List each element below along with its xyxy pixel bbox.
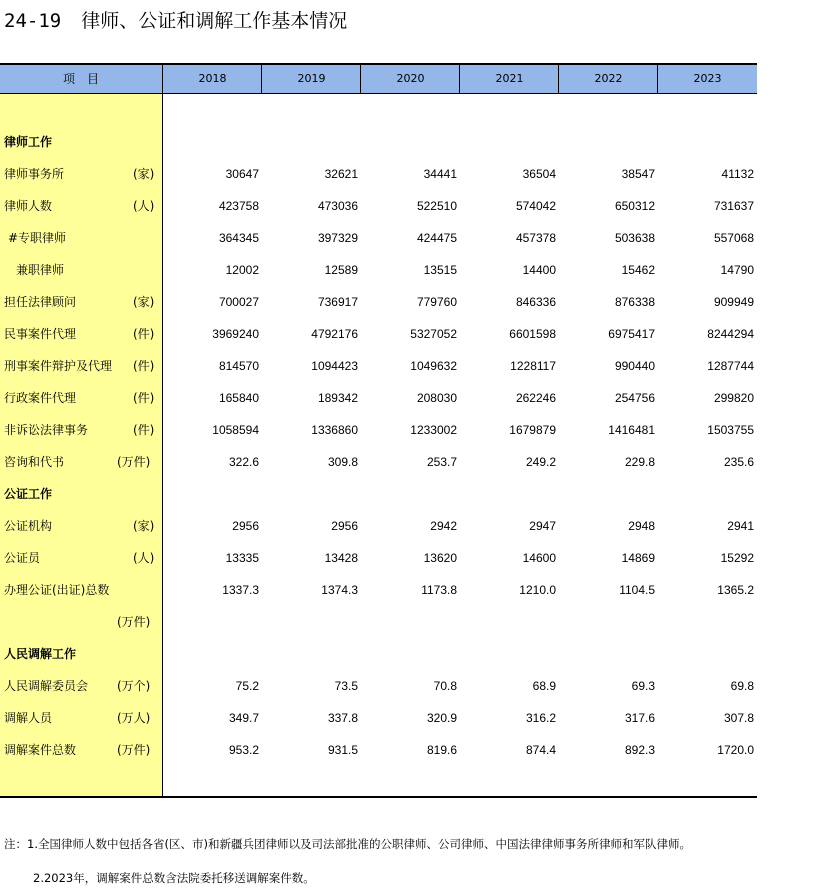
- cell-value: 337.8: [327, 711, 358, 725]
- cell-value: 503638: [614, 231, 655, 245]
- cell-value: 309.8: [327, 455, 358, 469]
- cell-value: 69.8: [730, 679, 754, 693]
- row-label: 刑事案件辩护及代理: [4, 359, 113, 373]
- row-label: 律师事务所: [4, 167, 65, 181]
- table-row: [0, 190, 757, 222]
- cell-value: 73.5: [334, 679, 358, 693]
- row-label: 公证员: [4, 551, 41, 565]
- row-unit: (件): [133, 391, 155, 405]
- cell-value: 2948: [628, 519, 655, 533]
- row-unit: (万件): [117, 615, 151, 629]
- cell-value: 814570: [218, 359, 259, 373]
- cell-value: 397329: [317, 231, 358, 245]
- table-row: [0, 670, 757, 702]
- cell-value: 1233002: [410, 423, 457, 437]
- cell-value: 15462: [621, 263, 655, 277]
- row-unit: (家): [133, 167, 155, 181]
- cell-value: 1228117: [510, 359, 556, 373]
- cell-value: 8244294: [707, 327, 754, 341]
- row-unit: (万个): [117, 679, 151, 693]
- cell-value: 316.2: [525, 711, 556, 725]
- cell-value: 1173.8: [421, 583, 457, 597]
- cell-value: 909949: [713, 295, 754, 309]
- row-unit: (万件): [117, 455, 151, 469]
- cell-value: 953.2: [228, 743, 259, 757]
- cell-value: 522510: [416, 199, 457, 213]
- cell-value: 931.5: [327, 743, 358, 757]
- cell-value: 2956: [331, 519, 358, 533]
- cell-value: 557068: [713, 231, 754, 245]
- table-row: [0, 414, 757, 446]
- cell-value: 6975417: [608, 327, 655, 341]
- cell-value: 874.4: [525, 743, 556, 757]
- cell-value: 990440: [614, 359, 655, 373]
- cell-value: 1104.5: [619, 583, 655, 597]
- table-number: 24-19: [4, 10, 62, 32]
- cell-value: 779760: [416, 295, 457, 309]
- cell-value: 36504: [522, 167, 556, 181]
- header-year: 2020: [360, 65, 460, 93]
- row-label: 行政案件代理: [4, 391, 77, 405]
- cell-value: 14400: [522, 263, 556, 277]
- row-label: 人民调解委员会: [4, 679, 89, 693]
- row-label: 民事案件代理: [4, 327, 77, 341]
- section-row: [0, 126, 757, 158]
- row-label: 咨询和代书: [4, 455, 65, 469]
- cell-value: 69.3: [631, 679, 655, 693]
- cell-value: 892.3: [624, 743, 655, 757]
- row-unit: (件): [133, 423, 155, 437]
- cell-value: 2956: [232, 519, 259, 533]
- header-year: 2019: [261, 65, 361, 93]
- header-year: 2021: [459, 65, 559, 93]
- cell-value: 736917: [317, 295, 358, 309]
- table-row: [0, 734, 757, 766]
- header-year: 2023: [657, 65, 757, 93]
- row-label: 兼职律师: [16, 263, 65, 277]
- row-unit: (件): [133, 359, 155, 373]
- row-unit: (万件): [117, 743, 151, 757]
- section-heading: 律师工作: [4, 135, 53, 149]
- cell-value: 731637: [713, 199, 754, 213]
- table-row: [0, 510, 757, 542]
- table-row: [0, 606, 757, 638]
- header-year: 2018: [162, 65, 262, 93]
- cell-value: 1094423: [311, 359, 358, 373]
- cell-value: 1416481: [608, 423, 655, 437]
- cell-value: 14869: [621, 551, 655, 565]
- cell-value: 1365.2: [717, 583, 754, 597]
- cell-value: 473036: [317, 199, 358, 213]
- row-unit: (家): [133, 519, 155, 533]
- cell-value: 2947: [529, 519, 556, 533]
- table-row: [0, 222, 757, 254]
- cell-value: 6601598: [509, 327, 556, 341]
- cell-value: 424475: [416, 231, 457, 245]
- table-title-text: 律师、公证和调解工作基本情况: [81, 10, 348, 32]
- cell-value: 457378: [515, 231, 556, 245]
- table-bottom-rule: [0, 796, 757, 798]
- cell-value: 254756: [614, 391, 655, 405]
- cell-value: 3969240: [212, 327, 259, 341]
- row-label: 办理公证(出证)总数: [4, 583, 110, 597]
- cell-value: 1287744: [707, 359, 754, 373]
- section-row: [0, 638, 757, 670]
- cell-value: 423758: [218, 199, 259, 213]
- section-row: [0, 478, 757, 510]
- cell-value: 68.9: [532, 679, 556, 693]
- cell-value: 30647: [225, 167, 259, 181]
- cell-value: 1374.3: [321, 583, 358, 597]
- cell-value: 208030: [416, 391, 457, 405]
- cell-value: 299820: [713, 391, 754, 405]
- row-unit: (万人): [117, 711, 151, 725]
- cell-value: 1720.0: [717, 743, 754, 757]
- cell-value: 322.6: [228, 455, 259, 469]
- table-row: [0, 286, 757, 318]
- cell-value: 12589: [324, 263, 358, 277]
- cell-value: 819.6: [426, 743, 457, 757]
- cell-value: 1337.3: [222, 583, 259, 597]
- cell-value: 235.6: [723, 455, 754, 469]
- row-label: 公证机构: [4, 519, 53, 533]
- section-heading: 人民调解工作: [4, 647, 77, 661]
- cell-value: 1210.0: [519, 583, 556, 597]
- table-row: [0, 254, 757, 286]
- cell-value: 846336: [515, 295, 556, 309]
- row-unit: (家): [133, 295, 155, 309]
- table-title: [4, 6, 347, 33]
- table-row: [0, 350, 757, 382]
- row-label: 担任法律顾问: [4, 295, 77, 309]
- cell-value: 13515: [423, 263, 457, 277]
- cell-value: 12002: [225, 263, 259, 277]
- cell-value: 317.6: [624, 711, 655, 725]
- cell-value: 253.7: [426, 455, 457, 469]
- section-heading: 公证工作: [4, 487, 53, 501]
- cell-value: 13620: [423, 551, 457, 565]
- cell-value: 2942: [430, 519, 457, 533]
- cell-value: 574042: [515, 199, 556, 213]
- cell-value: 14790: [720, 263, 754, 277]
- cell-value: 70.8: [433, 679, 457, 693]
- row-unit: (人): [133, 199, 155, 213]
- note-2: 2.2023年，调解案件总数含法院委托移送调解案件数。: [33, 871, 315, 885]
- cell-value: 1679879: [509, 423, 556, 437]
- cell-value: 32621: [324, 167, 358, 181]
- row-label: 律师人数: [4, 199, 53, 213]
- table-row: [0, 574, 757, 606]
- row-unit: (人): [133, 551, 155, 565]
- cell-value: 34441: [423, 167, 457, 181]
- table-row: [0, 382, 757, 414]
- cell-value: 4792176: [311, 327, 358, 341]
- table-row: [0, 542, 757, 574]
- table-row: [0, 158, 757, 190]
- cell-value: 75.2: [235, 679, 259, 693]
- row-label: 调解案件总数: [4, 743, 77, 757]
- cell-value: 650312: [614, 199, 655, 213]
- note-1: 注：1.全国律师人数中包括各省(区、市)和新疆兵团律师以及司法部批准的公职律师、公司律师、中国法律律师事务所律师和军队律师。: [4, 837, 691, 851]
- cell-value: 15292: [720, 551, 754, 565]
- table-row: [0, 446, 757, 478]
- cell-value: 320.9: [426, 711, 457, 725]
- cell-value: 38547: [621, 167, 655, 181]
- cell-value: 189342: [317, 391, 358, 405]
- cell-value: 14600: [522, 551, 556, 565]
- header-year: 2022: [558, 65, 658, 93]
- row-label: 非诉讼法律事务: [4, 423, 89, 437]
- cell-value: 262246: [515, 391, 556, 405]
- cell-value: 307.8: [723, 711, 754, 725]
- row-label: 调解人员: [4, 711, 53, 725]
- cell-value: 876338: [614, 295, 655, 309]
- cell-value: 349.7: [228, 711, 259, 725]
- cell-value: 1058594: [212, 423, 259, 437]
- cell-value: 700027: [218, 295, 259, 309]
- cell-value: 13335: [225, 551, 259, 565]
- cell-value: 1336860: [311, 423, 358, 437]
- table-header: [0, 65, 757, 93]
- cell-value: 2941: [727, 519, 754, 533]
- cell-value: 13428: [324, 551, 358, 565]
- table-row: [0, 702, 757, 734]
- cell-value: 41132: [721, 167, 754, 181]
- header-item-label: 项 目: [62, 72, 99, 86]
- row-label: #专职律师: [8, 231, 67, 245]
- cell-value: 165840: [218, 391, 259, 405]
- row-unit: (件): [133, 327, 155, 341]
- cell-value: 5327052: [410, 327, 457, 341]
- cell-value: 364345: [218, 231, 259, 245]
- cell-value: 1503755: [707, 423, 754, 437]
- cell-value: 1049632: [410, 359, 457, 373]
- table-row: [0, 318, 757, 350]
- cell-value: 249.2: [525, 455, 556, 469]
- cell-value: 229.8: [624, 455, 655, 469]
